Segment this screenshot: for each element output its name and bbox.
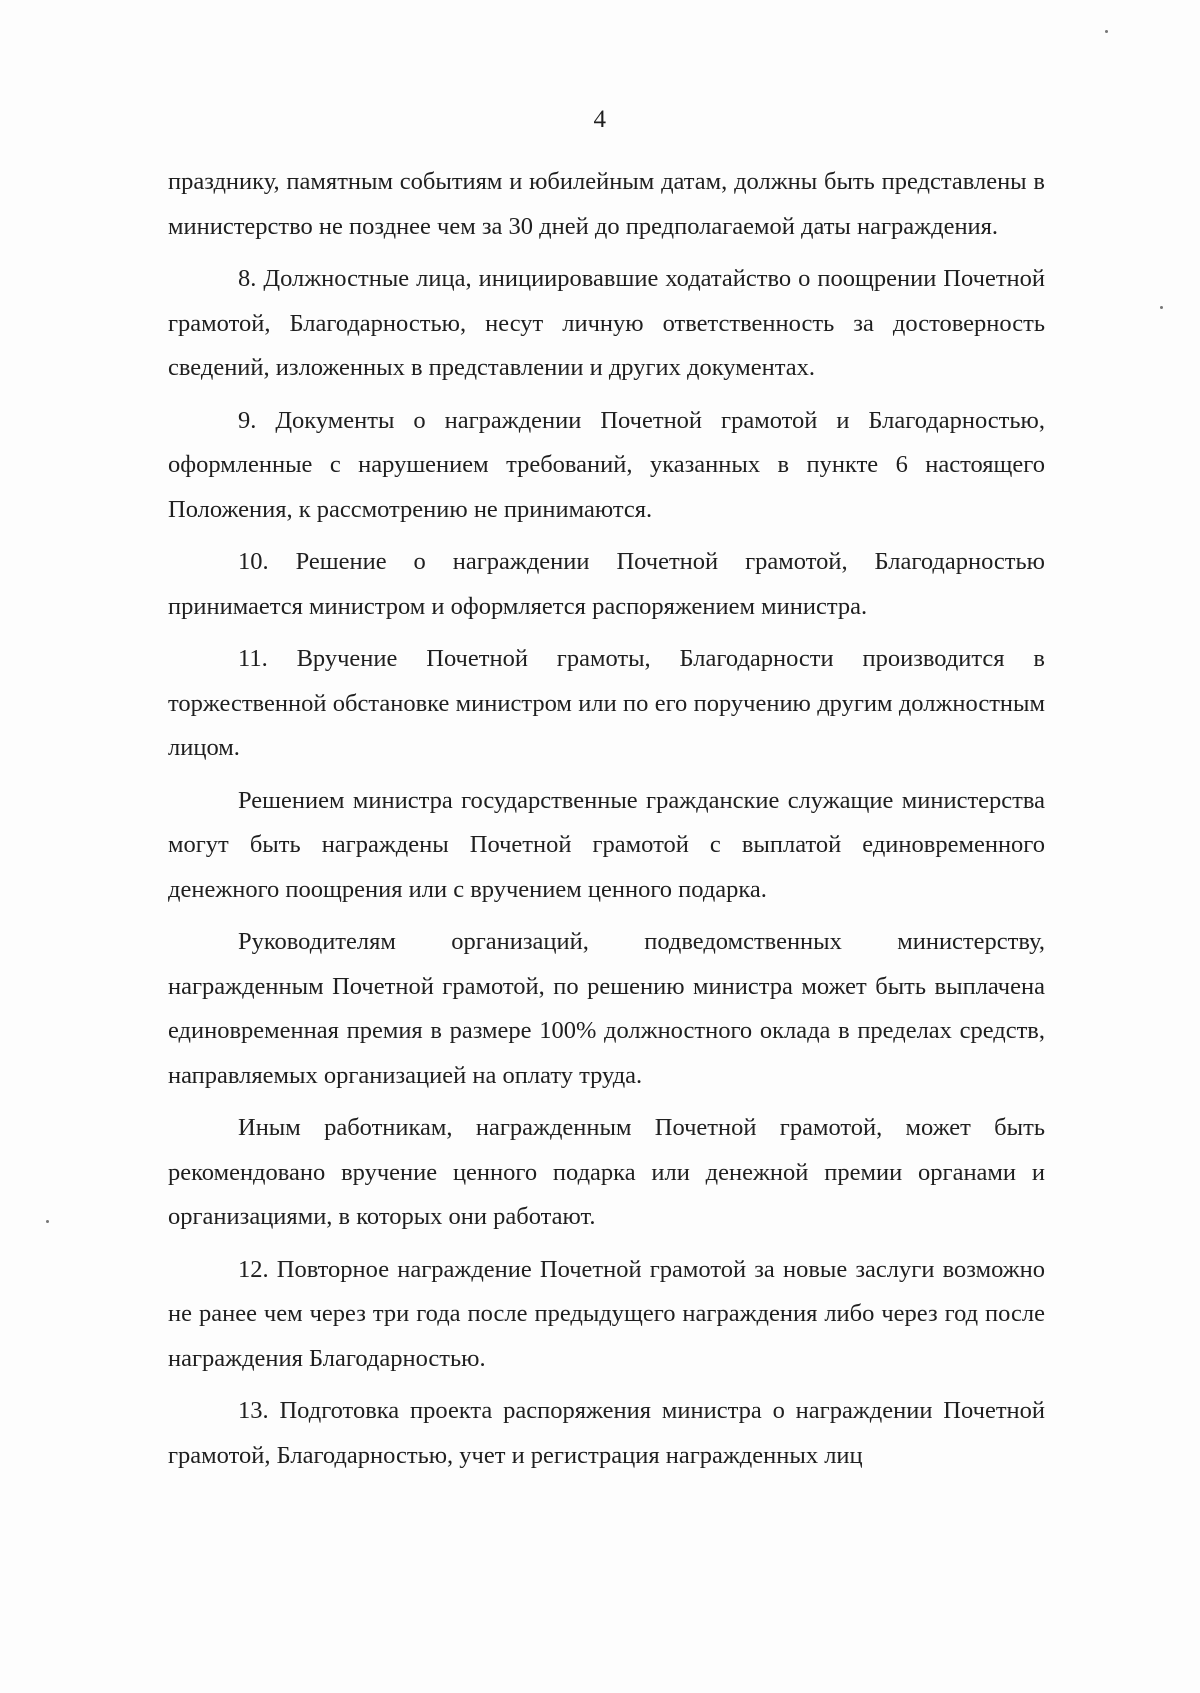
paragraph-continuation: празднику, памятным событиям и юбилейным датам, должны быть представлены в министерство не позднее чем за 30 дней до предполагаемой даты награждения.	[168, 168, 1045, 240]
scan-speck	[1105, 30, 1108, 33]
paragraph-other-employees: Иным работникам, награжденным Почетной грамотой, может быть рекомендовано вручение ценного подарка или денежной премии органами и организациями, в которых они работают.	[168, 1114, 1045, 1230]
document-body	[168, 160, 1045, 1486]
paragraph-organization-heads: Руководителям организаций, подведомственных министерству, награжденным Почетной грамотой, по решению министра может быть выплачена единовременная премия в размере 100% должностного оклада в пределах средств, направляемых организацией на оплату труда.	[168, 928, 1045, 1089]
paragraph-item-10: 10. Решение о награждении Почетной грамотой, Благодарностью принимается министром и оформляется распоряжением министра.	[168, 548, 1045, 620]
paragraph-item-13: 13. Подготовка проекта распоряжения министра о награждении Почетной грамотой, Благодарностью, учет и регистрация награжденных лиц	[168, 1397, 1045, 1469]
page-number: 4	[593, 106, 607, 133]
paragraph-item-12: 12. Повторное награждение Почетной грамотой за новые заслуги возможно не ранее чем через три года после предыдущего награждения либо через год после награждения Благодарностью.	[168, 1255, 1045, 1372]
paragraph-item-8: 8. Должностные лица, инициировавшие ходатайство о поощрении Почетной грамотой, Благодарностью, несут личную ответственность за достоверность сведений, изложенных в представлении и других документах.	[168, 265, 1045, 381]
scan-speck	[1160, 306, 1163, 309]
scan-speck	[46, 1220, 49, 1223]
paragraph-item-9: 9. Документы о награждении Почетной грамотой и Благодарностью, оформленные с нарушением требований, указанных в пункте 6 настоящего Положения, к рассмотрению не принимаются.	[168, 406, 1045, 523]
paragraph-item-11: 11. Вручение Почетной грамоты, Благодарности производится в торжественной обстановке министром или по его поручению другим должностным лицом.	[168, 645, 1045, 761]
paragraph-civil-servants: Решением министра государственные гражданские служащие министерства могут быть награждены Почетной грамотой с выплатой единовременного денежного поощрения или с вручением ценного подарка.	[168, 786, 1045, 903]
